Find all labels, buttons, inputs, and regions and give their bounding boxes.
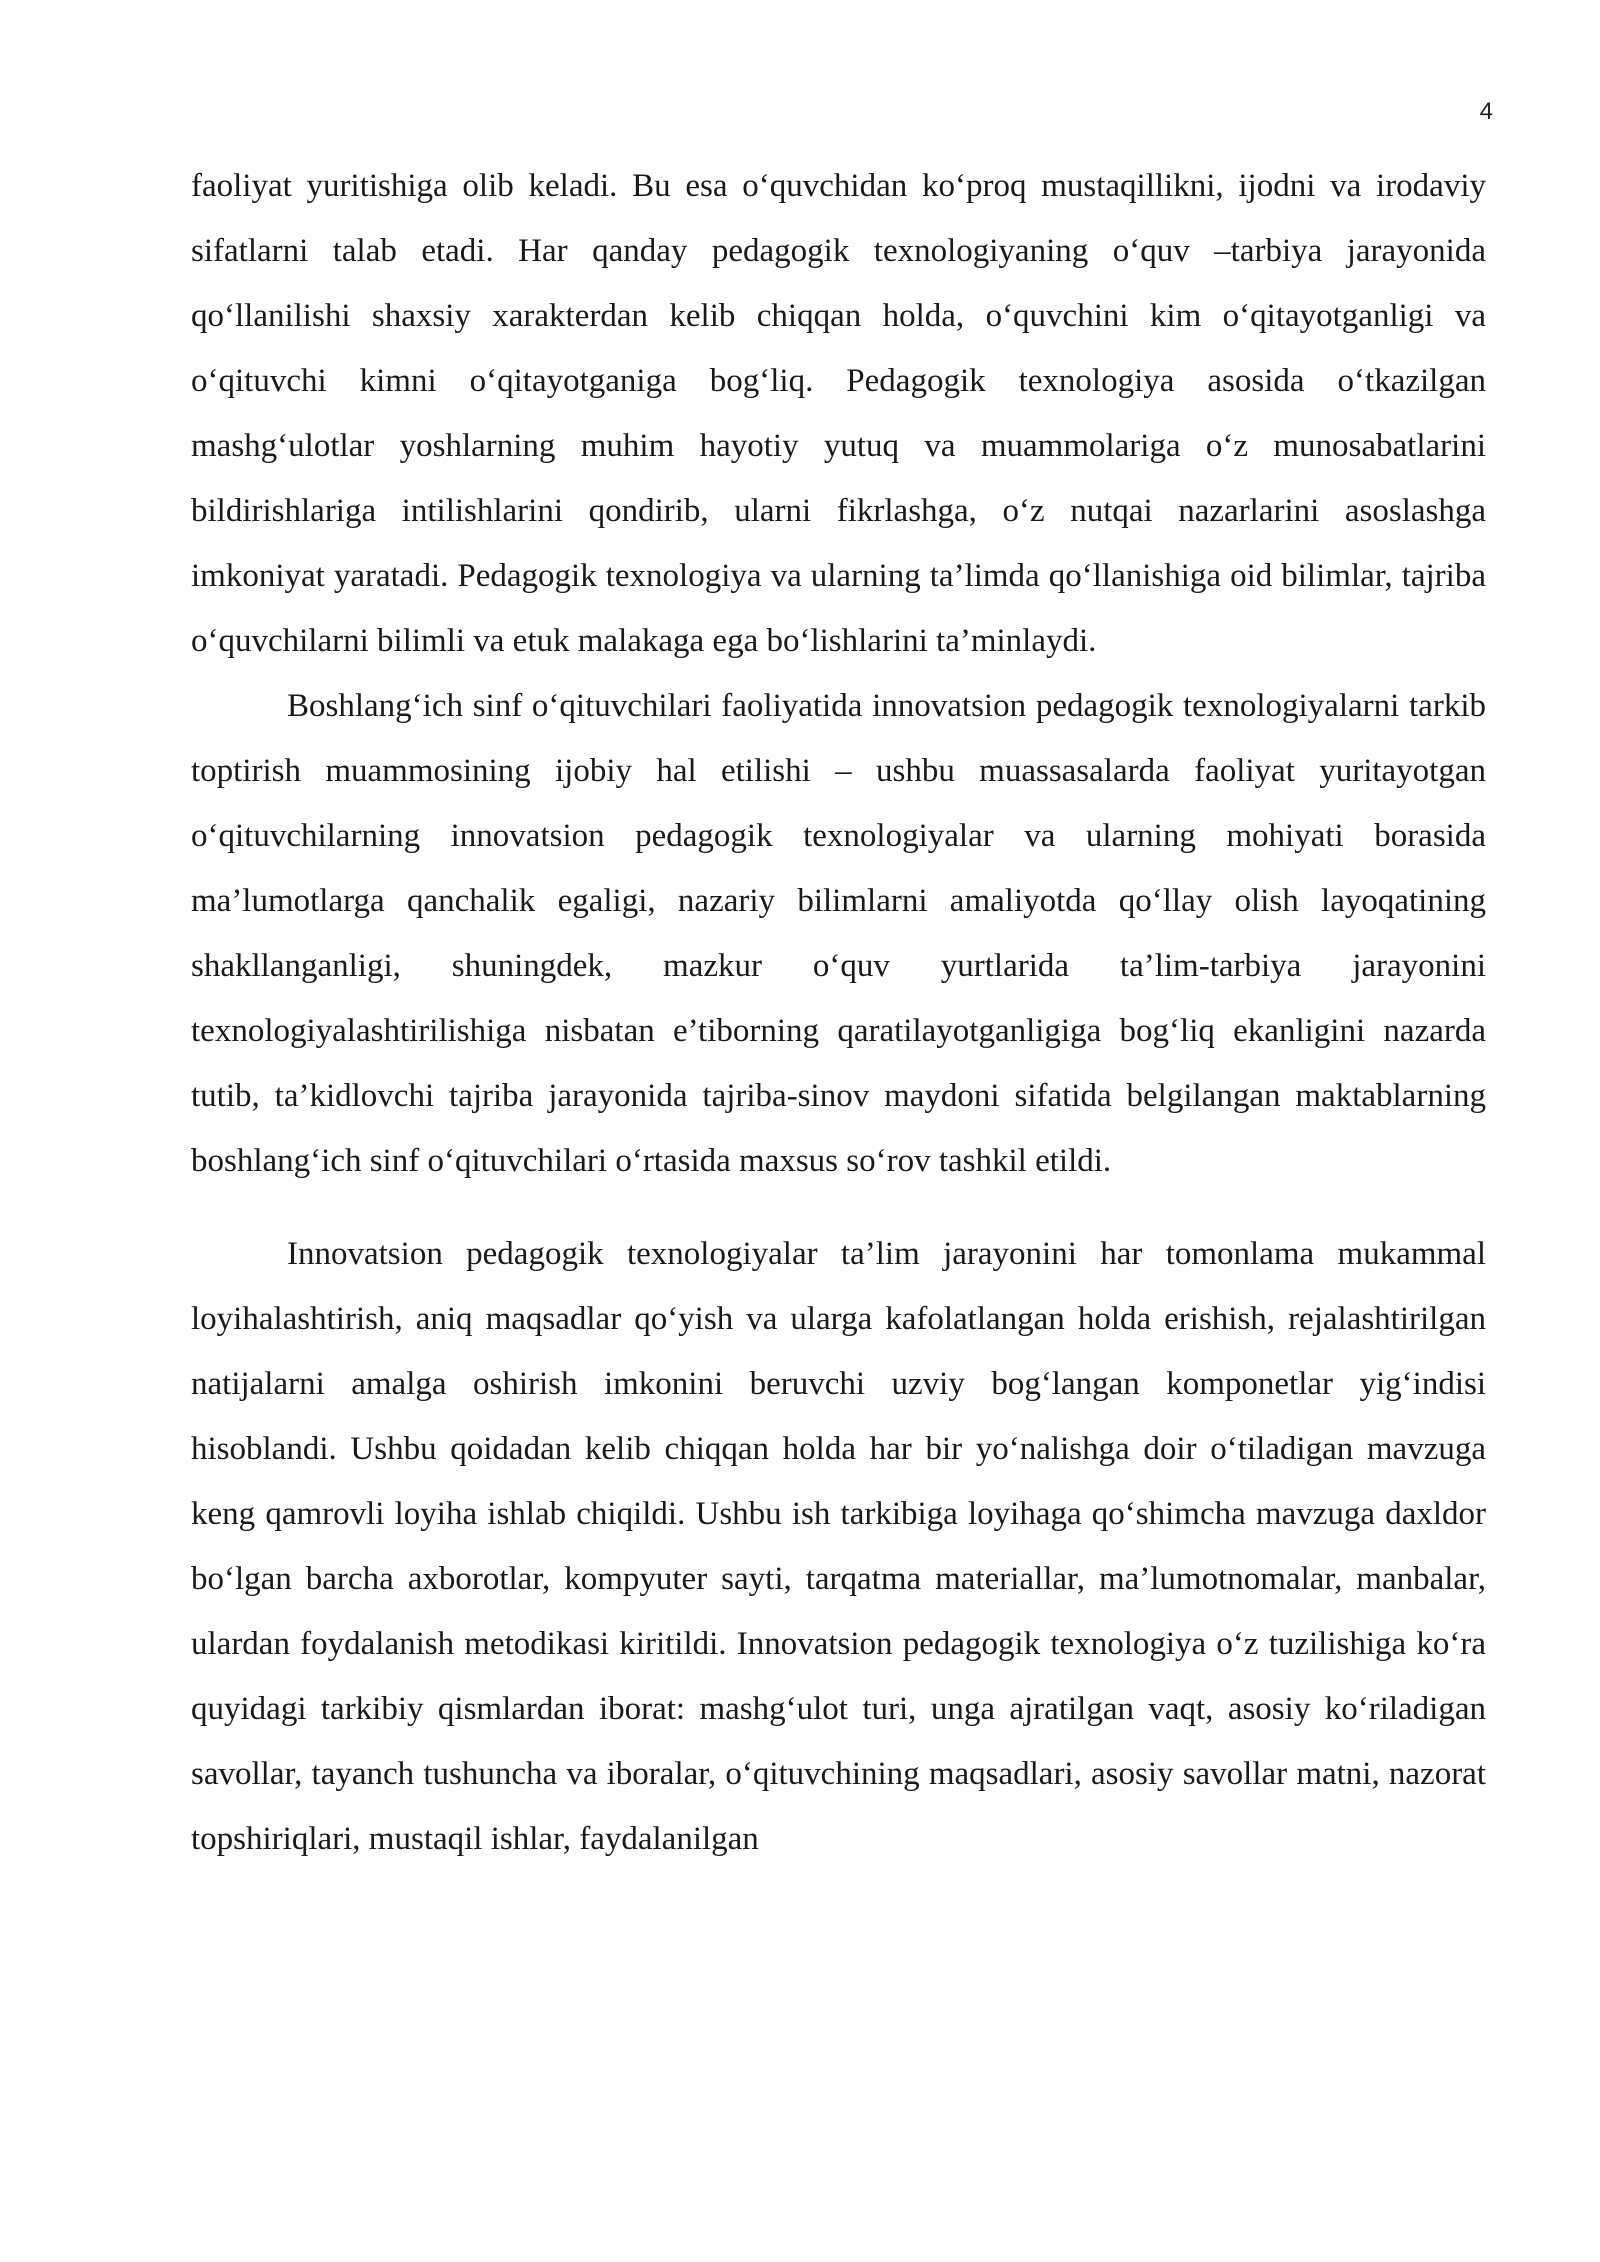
document-body (191, 154, 1486, 1872)
paragraph-innovative-technologies: Innovatsion pedagogik texnologiyalar ta’lim jarayonini har tomonlama mukammal loyihalashtirish, aniq maqsadlar qo‘yish va ularga kafolatlangan holda erishish, rejalashtirilgan natijalarni amalga oshirish imkonini beruvchi uzviy bog‘langan komponetlar yig‘indisi hisoblandi. Ushbu qoidadan kelib chiqqan holda har bir yo‘nalishga doir o‘tiladigan mavzuga keng qamrovli loyiha ishlab chiqildi. Ushbu ish tarkibiga loyihaga qo‘shimcha mavzuga daxldor bo‘lgan barcha axborotlar, kompyuter sayti, tarqatma materiallar, ma’lumotnomalar, manbalar, ulardan foydalanish metodikasi kiritildi. Innovatsion pedagogik texnologiya o‘z tuzilishiga ko‘ra quyidagi tarkibiy qismlardan iborat: mashg‘ulot turi, unga ajratilgan vaqt, asosiy ko‘riladigan savollar, tayanch tushuncha va iboralar, o‘qituvchining maqsadlari, asosiy savollar matni, nazorat topshiriqlari, mustaqil ishlar, faydalanilgan (191, 1236, 1486, 1857)
paragraph-survey: Boshlang‘ich sinf o‘qituvchilari faoliyatida innovatsion pedagogik texnologiyalarni tarkib toptirish muammosining ijobiy hal etilishi – ushbu muassasalarda faoliyat yuritayotgan o‘qituvchilarning innovatsion pedagogik texnologiyalar va ularning mohiyati borasida ma’lumotlarga qanchalik egaligi, nazariy bilimlarni amaliyotda qo‘llay olish layoqatining shakllanganligi, shuningdek, mazkur o‘quv yurtlarida ta’lim-tarbiya jarayonini texnologiyalashtirilishiga nisbatan e’tiborning qaratilayotganligiga bog‘liq ekanligini nazarda tutib, ta’kidlovchi tajriba jarayonida tajriba-sinov maydoni sifatida belgilangan maktablarning boshlang‘ich sinf o‘qituvchilari o‘rtasida maxsus so‘rov tashkil etildi. (191, 688, 1486, 1179)
paragraph-continuation: faoliyat yuritishiga olib keladi. Bu esa o‘quvchidan ko‘proq mustaqillikni, ijodni va irodaviy sifatlarni talab etadi. Har qanday pedagogik texnologiyaning o‘quv –tarbiya jarayonida qo‘llanilishi shaxsiy xarakterdan kelib chiqqan holda, o‘quvchini kim o‘qitayotganligi va o‘qituvchi kimni o‘qitayotganiga bog‘liq. Pedagogik texnologiya asosida o‘tkazilgan mashg‘ulotlar yoshlarning muhim hayotiy yutuq va muammolariga o‘z munosabatlarini bildirishlariga intilishlarini qondirib, ularni fikrlashga, o‘z nutqai nazarlarini asoslashga imkoniyat yaratadi. Pedagogik texnologiya va ularning ta’limda qo‘llanishiga oid bilimlar, tajriba o‘quvchilarni bilimli va etuk malakaga ega bo‘lishlarini ta’minlaydi. (191, 168, 1486, 659)
page-number: 4 (1479, 98, 1493, 125)
